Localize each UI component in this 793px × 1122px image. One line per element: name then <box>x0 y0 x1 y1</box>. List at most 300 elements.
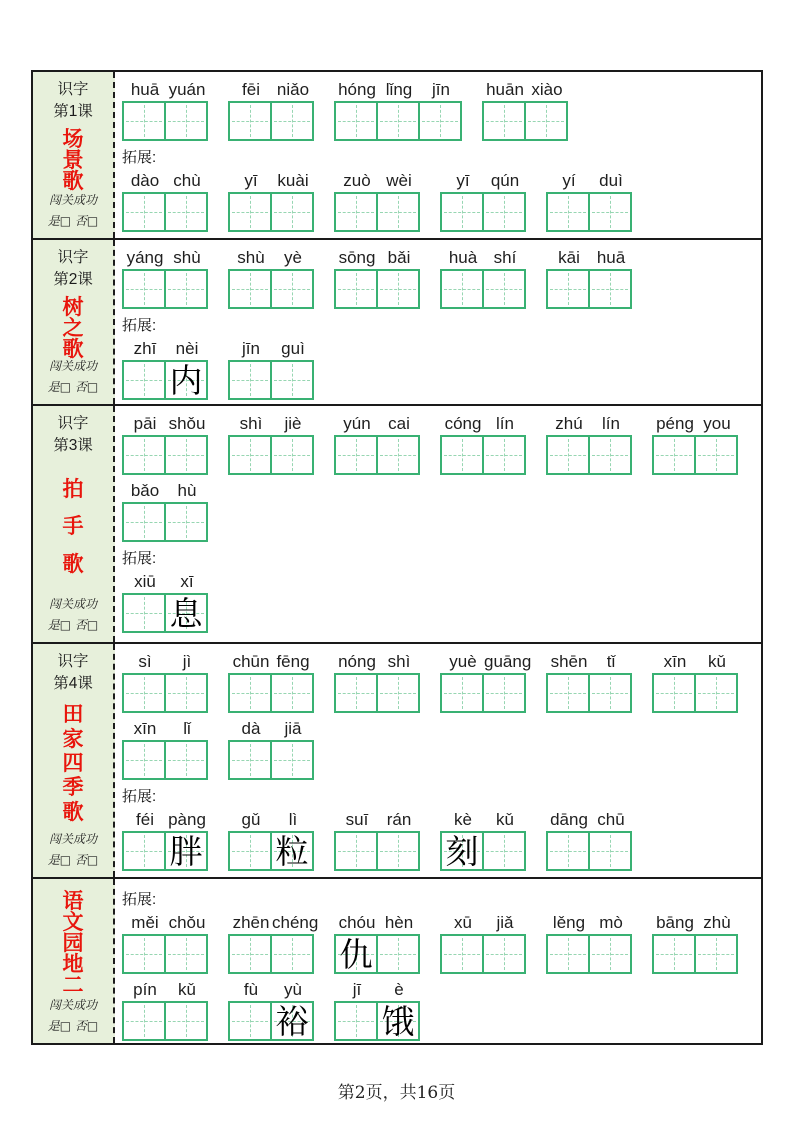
pinyin-syllable: chū <box>597 810 625 830</box>
pinyin-syllable: lín <box>602 414 620 434</box>
pinyin-syllable: huā <box>596 248 626 268</box>
word-group <box>122 338 208 400</box>
word-group <box>546 651 632 713</box>
pinyin-syllable: you <box>703 414 731 434</box>
word-line <box>122 651 761 713</box>
writing-grid <box>334 1001 420 1041</box>
section-title-char: 拍 <box>62 476 84 502</box>
writing-cell <box>484 103 524 139</box>
writing-cell <box>376 271 418 307</box>
writing-cell <box>336 437 376 473</box>
word-group <box>652 651 738 713</box>
lesson-label: 第3课 <box>53 437 93 455</box>
handwritten-character: 内 <box>169 360 203 400</box>
writing-cell <box>230 437 270 473</box>
writing-cell <box>548 194 588 230</box>
pinyin-syllable: kāi <box>558 248 580 268</box>
pinyin-syllable: shì <box>387 652 411 672</box>
pinyin-row <box>652 413 738 434</box>
writing-cell <box>418 103 460 139</box>
pinyin-row <box>546 912 632 933</box>
writing-grid <box>228 269 314 309</box>
pinyin-row <box>228 247 314 268</box>
writing-grid <box>440 673 526 713</box>
word-line <box>122 718 761 780</box>
writing-cell <box>442 833 482 869</box>
section-title-char: 文 <box>62 909 84 934</box>
pinyin-syllable: jiè <box>284 414 302 434</box>
pinyin-syllable: chéng <box>272 913 319 933</box>
pinyin-row <box>334 809 420 830</box>
word-group <box>440 247 526 309</box>
pinyin-syllable: chù <box>173 171 201 191</box>
word-group <box>652 413 738 475</box>
section-row <box>33 238 761 404</box>
pinyin-syllable: kè <box>454 810 472 830</box>
pinyin-syllable: mò <box>599 913 623 933</box>
section-title-char: 场 <box>62 125 84 151</box>
pinyin-row <box>228 413 314 434</box>
pinyin-syllable: xīn <box>663 652 687 672</box>
pinyin-syllable: yún <box>343 414 371 434</box>
word-group <box>122 79 208 141</box>
pinyin-row <box>652 912 738 933</box>
writing-grid <box>122 101 208 141</box>
writing-cell <box>336 103 376 139</box>
section-row <box>33 72 761 238</box>
section-title-char: 歌 <box>62 335 84 361</box>
word-group <box>228 979 314 1041</box>
writing-grid <box>122 502 208 542</box>
pinyin-syllable: yù <box>284 980 302 1000</box>
expand-label: 拓展: <box>122 317 157 334</box>
pinyin-syllable: lǐng <box>385 80 413 100</box>
pinyin-row <box>546 651 632 672</box>
writing-cell <box>694 936 736 972</box>
pass-success-label: 闯关成功 <box>48 832 97 846</box>
pinyin-row <box>546 413 632 434</box>
course-label: 识字 <box>57 653 89 670</box>
pinyin-row <box>122 247 208 268</box>
pinyin-syllable: jiā <box>284 719 302 739</box>
section-content <box>115 644 761 877</box>
word-group <box>122 571 208 633</box>
writing-cell <box>270 936 312 972</box>
writing-grid <box>334 192 420 232</box>
expand-label: 拓展: <box>122 149 157 166</box>
pinyin-syllable: fēng <box>276 652 310 672</box>
expand-label: 拓展: <box>122 891 157 908</box>
writing-cell <box>588 675 630 711</box>
pinyin-syllable: huān <box>486 80 524 100</box>
pinyin-syllable: cóng <box>444 414 482 434</box>
writing-cell <box>482 833 524 869</box>
pass-yes-no-checkboxes: 是□ 否□ <box>47 1019 99 1033</box>
writing-grid <box>334 934 420 974</box>
pinyin-syllable: shí <box>493 248 517 268</box>
word-line <box>122 247 761 309</box>
pinyin-syllable: lěng <box>552 913 586 933</box>
pinyin-syllable: shǒu <box>168 414 206 434</box>
section-row <box>33 404 761 642</box>
pinyin-syllable: xū <box>454 913 472 933</box>
word-group <box>122 651 208 713</box>
pinyin-syllable: è <box>394 980 404 1000</box>
pinyin-syllable: duì <box>599 171 623 191</box>
writing-grid <box>228 934 314 974</box>
writing-cell <box>588 936 630 972</box>
pinyin-syllable: guāng <box>484 652 532 672</box>
word-group <box>334 651 420 713</box>
writing-grid <box>228 1001 314 1041</box>
pinyin-row <box>440 651 532 672</box>
writing-cell <box>124 194 164 230</box>
writing-cell <box>124 103 164 139</box>
pinyin-syllable: hóng <box>338 80 376 100</box>
pinyin-syllable: bāng <box>656 913 694 933</box>
pinyin-syllable: nèi <box>175 339 199 359</box>
pinyin-row <box>122 170 208 191</box>
writing-cell <box>442 675 482 711</box>
writing-cell <box>588 437 630 473</box>
writing-cell <box>336 1003 376 1039</box>
writing-cell <box>442 194 482 230</box>
section-title <box>62 124 84 193</box>
writing-cell <box>270 271 312 307</box>
writing-cell <box>694 437 736 473</box>
writing-cell <box>376 194 418 230</box>
writing-cell <box>548 833 588 869</box>
pinyin-row <box>440 809 526 830</box>
word-group <box>546 170 632 232</box>
word-group <box>546 247 632 309</box>
writing-cell <box>230 362 270 398</box>
pinyin-row <box>228 979 314 1000</box>
word-line <box>122 170 761 232</box>
pinyin-row <box>228 651 314 672</box>
pinyin-row <box>546 247 632 268</box>
writing-cell <box>124 936 164 972</box>
pinyin-syllable: bǎi <box>387 248 411 268</box>
writing-cell <box>482 675 524 711</box>
pinyin-syllable: xī <box>180 572 194 592</box>
course-lesson-label <box>53 413 93 458</box>
writing-grid <box>546 673 632 713</box>
pinyin-syllable: fēi <box>242 80 260 100</box>
writing-cell <box>548 271 588 307</box>
pinyin-row <box>440 912 526 933</box>
writing-cell <box>124 504 164 540</box>
pinyin-syllable: shù <box>237 248 265 268</box>
word-group <box>228 718 314 780</box>
writing-cell <box>376 437 418 473</box>
word-group <box>122 170 208 232</box>
pinyin-syllable: rán <box>386 810 412 830</box>
pinyin-syllable: dà <box>241 719 261 739</box>
section-sidebar <box>33 644 115 877</box>
pinyin-row <box>122 413 208 434</box>
word-group <box>440 170 526 232</box>
course-lesson-label <box>53 247 93 292</box>
pinyin-syllable: yè <box>284 248 302 268</box>
writing-grid <box>122 593 208 633</box>
writing-grid <box>440 831 526 871</box>
pinyin-row <box>228 718 314 739</box>
writing-cell <box>270 194 312 230</box>
section-title-char: 之 <box>62 314 84 340</box>
pinyin-syllable: dào <box>130 171 160 191</box>
pass-success-label: 闯关成功 <box>48 359 97 373</box>
pinyin-syllable: pàng <box>168 810 206 830</box>
writing-grid <box>122 1001 208 1041</box>
pinyin-syllable: jī <box>352 980 362 1000</box>
pinyin-syllable: qún <box>490 171 520 191</box>
pinyin-syllable: yuè <box>449 652 477 672</box>
pinyin-row <box>122 912 208 933</box>
writing-cell <box>588 271 630 307</box>
word-group <box>440 912 526 974</box>
expand-label: 拓展: <box>122 788 157 805</box>
word-line <box>122 338 761 400</box>
pinyin-row <box>122 718 208 739</box>
worksheet-table <box>31 70 763 1045</box>
section-title-char: 园 <box>62 930 84 955</box>
pinyin-row <box>122 571 208 592</box>
writing-grid <box>652 673 738 713</box>
writing-cell <box>164 271 206 307</box>
word-group <box>334 979 420 1041</box>
pass-success-label: 闯关成功 <box>48 998 97 1012</box>
course-lesson-label <box>53 651 93 696</box>
pass-yes-no-checkboxes: 是□ 否□ <box>47 214 99 228</box>
word-group <box>122 979 208 1041</box>
writing-cell <box>230 103 270 139</box>
section-title-char: 四 <box>62 749 84 775</box>
pinyin-row <box>334 170 420 191</box>
writing-cell <box>482 936 524 972</box>
writing-cell <box>548 936 588 972</box>
writing-grid <box>122 740 208 780</box>
writing-cell <box>336 271 376 307</box>
writing-grid <box>440 192 526 232</box>
writing-grid <box>546 435 632 475</box>
section-title <box>63 458 84 594</box>
writing-cell <box>124 675 164 711</box>
pinyin-syllable: dāng <box>550 810 588 830</box>
section-content <box>115 406 761 642</box>
writing-grid <box>652 934 738 974</box>
pinyin-row <box>122 79 208 100</box>
writing-grid <box>334 101 462 141</box>
pinyin-row <box>228 79 314 100</box>
word-group <box>122 413 208 475</box>
word-line <box>122 79 761 141</box>
writing-cell <box>376 675 418 711</box>
handwritten-character: 仇 <box>339 934 373 974</box>
word-group <box>122 809 208 871</box>
pinyin-row <box>122 979 208 1000</box>
writing-grid <box>228 435 314 475</box>
pinyin-row <box>334 79 462 100</box>
pinyin-row <box>334 247 420 268</box>
writing-cell <box>482 271 524 307</box>
word-line <box>122 413 761 475</box>
writing-cell <box>548 437 588 473</box>
writing-cell <box>164 742 206 778</box>
writing-grid <box>228 192 314 232</box>
writing-cell <box>124 1003 164 1039</box>
writing-cell <box>124 362 164 398</box>
lesson-label: 第4课 <box>53 675 93 693</box>
writing-cell <box>548 675 588 711</box>
writing-grid <box>122 673 208 713</box>
writing-cell <box>270 103 312 139</box>
pinyin-row <box>334 979 420 1000</box>
section-title <box>63 886 84 995</box>
writing-cell <box>164 504 206 540</box>
pinyin-row <box>228 809 314 830</box>
section-title-char: 地 <box>62 951 84 976</box>
pinyin-row <box>440 413 526 434</box>
writing-grid <box>440 934 526 974</box>
writing-cell <box>654 936 694 972</box>
writing-cell <box>336 194 376 230</box>
handwritten-character: 胖 <box>169 831 203 871</box>
writing-grid <box>122 192 208 232</box>
pinyin-row <box>546 809 632 830</box>
writing-cell <box>654 437 694 473</box>
writing-grid <box>546 831 632 871</box>
word-group <box>228 912 319 974</box>
pinyin-syllable: kǔ <box>496 810 514 830</box>
pinyin-syllable: zhēn <box>232 913 270 933</box>
word-group <box>334 912 420 974</box>
writing-cell <box>336 675 376 711</box>
word-group <box>440 809 526 871</box>
pinyin-syllable: jīn <box>242 339 260 359</box>
writing-cell <box>694 675 736 711</box>
writing-grid <box>440 269 526 309</box>
pinyin-syllable: shì <box>239 414 263 434</box>
word-group <box>546 912 632 974</box>
writing-cell <box>376 103 418 139</box>
handwritten-character: 粒 <box>275 831 309 871</box>
section-title-char: 二 <box>62 972 84 997</box>
section-title-char: 语 <box>62 888 84 913</box>
section-title-char: 歌 <box>62 167 84 193</box>
pinyin-syllable: hù <box>177 481 197 501</box>
writing-grid <box>122 269 208 309</box>
pinyin-syllable: lǐ <box>183 719 191 739</box>
word-group <box>122 480 208 542</box>
pinyin-syllable: sì <box>138 652 152 672</box>
writing-cell <box>164 103 206 139</box>
writing-grid <box>334 673 420 713</box>
course-label: 识字 <box>57 249 89 266</box>
writing-grid <box>440 435 526 475</box>
pass-status <box>48 594 99 636</box>
writing-cell <box>230 271 270 307</box>
writing-cell <box>376 936 418 972</box>
pinyin-syllable: yáng <box>126 248 164 268</box>
section-title-char: 手 <box>62 513 84 539</box>
pinyin-syllable: suī <box>345 810 369 830</box>
course-lesson-label <box>53 79 93 124</box>
pass-yes-no-checkboxes: 是□ 否□ <box>47 618 99 632</box>
section-title-char: 歌 <box>62 798 84 824</box>
pinyin-syllable: chūn <box>232 652 270 672</box>
pinyin-syllable: pín <box>133 980 157 1000</box>
section-title-char: 家 <box>62 725 84 751</box>
word-group <box>228 413 314 475</box>
word-group <box>334 247 420 309</box>
pinyin-syllable: sōng <box>338 248 376 268</box>
pinyin-syllable: nóng <box>338 652 376 672</box>
writing-cell <box>654 675 694 711</box>
word-group <box>122 718 208 780</box>
section-title-char: 田 <box>62 701 84 727</box>
pinyin-syllable: kǔ <box>178 980 196 1000</box>
pinyin-syllable: huā <box>130 80 160 100</box>
writing-grid <box>334 831 420 871</box>
pinyin-syllable: bǎo <box>130 481 160 501</box>
section-row <box>33 877 761 1043</box>
word-group <box>334 170 420 232</box>
section-content <box>115 72 761 238</box>
writing-cell <box>230 194 270 230</box>
word-group <box>122 247 208 309</box>
writing-cell <box>442 936 482 972</box>
pinyin-row <box>334 651 420 672</box>
writing-grid <box>228 360 314 400</box>
pinyin-row <box>122 809 208 830</box>
pinyin-syllable: shù <box>173 248 201 268</box>
word-group <box>228 247 314 309</box>
writing-grid <box>334 435 420 475</box>
section-row <box>33 642 761 877</box>
section-content <box>115 879 761 1043</box>
writing-cell <box>588 833 630 869</box>
writing-grid <box>122 934 208 974</box>
pinyin-syllable: péng <box>656 414 694 434</box>
word-group <box>334 413 420 475</box>
section-content <box>115 240 761 404</box>
pinyin-syllable: chǒu <box>168 913 206 933</box>
expand-label: 拓展: <box>122 550 157 567</box>
pinyin-syllable: lì <box>288 810 298 830</box>
pinyin-syllable: niǎo <box>276 80 310 100</box>
writing-cell <box>336 833 376 869</box>
pass-success-label: 闯关成功 <box>48 597 97 611</box>
section-title-char: 树 <box>62 293 84 319</box>
pinyin-syllable: wèi <box>386 171 412 191</box>
pinyin-row <box>440 170 526 191</box>
writing-cell <box>270 1003 312 1039</box>
writing-cell <box>164 1003 206 1039</box>
writing-cell <box>376 833 418 869</box>
writing-cell <box>482 437 524 473</box>
page-footer: 第2页，共16页 <box>337 1083 456 1103</box>
handwritten-character: 裕 <box>275 1001 309 1041</box>
writing-grid <box>546 934 632 974</box>
pinyin-syllable: xiū <box>134 572 156 592</box>
pinyin-syllable: chóu <box>338 913 376 933</box>
writing-grid <box>546 269 632 309</box>
pinyin-row <box>334 413 420 434</box>
word-group <box>440 651 532 713</box>
course-label: 识字 <box>57 81 89 98</box>
pinyin-syllable: kuài <box>277 171 309 191</box>
